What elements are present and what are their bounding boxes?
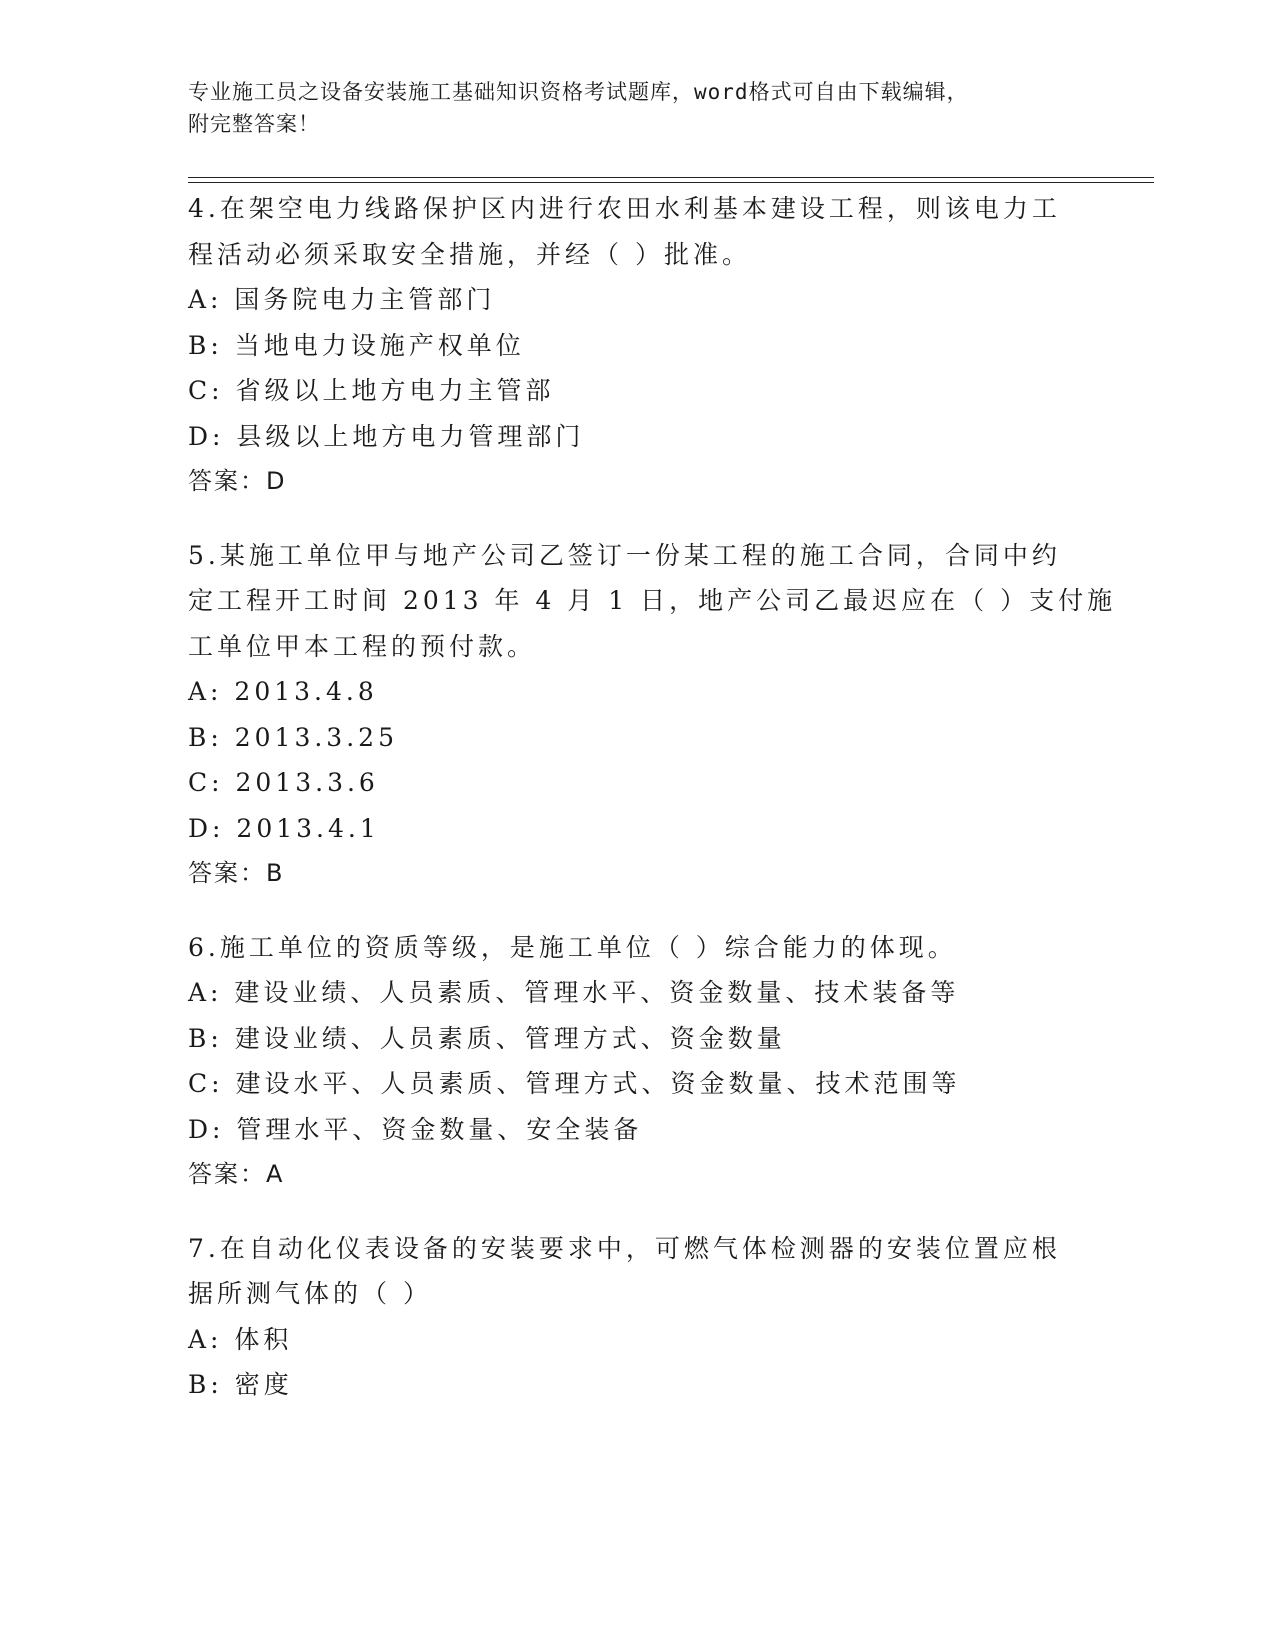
option-d: D: 2013.4.1 — [188, 813, 380, 843]
option-b: B: 建设业绩、人员素质、管理方式、资金数量 — [188, 1023, 786, 1053]
option-c: C: 2013.3.6 — [188, 768, 379, 797]
question-stem-line: 定工程开工时间 2013 年 4 月 1 日，地产公司乙最迟应在（ ）支付施 — [188, 586, 1117, 615]
question-4 — [188, 186, 1068, 505]
option-b: B: 2013.3.25 — [188, 722, 398, 752]
header-rule-bottom — [188, 182, 1154, 183]
option-c: C: 建设水平、人员素质、管理方式、资金数量、技术范围等 — [188, 1069, 961, 1098]
answer-label: 答案：D — [188, 467, 287, 495]
question-stem-line: 据所测气体的（ ） — [188, 1279, 432, 1308]
header-line-1: 专业施工员之设备安装施工基础知识资格考试题库，word格式可自由下载编辑， — [188, 80, 969, 104]
header-line-2: 附完整答案！ — [188, 112, 320, 136]
answer-label: 答案：B — [188, 859, 285, 887]
option-a: A: 建设业绩、人员素质、管理水平、资金数量、技术装备等 — [188, 978, 960, 1007]
question-stem-line: 工单位甲本工程的预付款。 — [188, 631, 537, 661]
option-d: D: 县级以上地方电力管理部门 — [188, 421, 585, 451]
option-b: B: 密度 — [188, 1370, 293, 1399]
question-6 — [188, 925, 1068, 1198]
header-rule-top — [188, 177, 1154, 178]
option-b: B: 当地电力设施产权单位 — [188, 330, 525, 360]
question-stem-line: 7.在自动化仪表设备的安装要求中，可燃气体检测器的安装位置应根 — [188, 1233, 1061, 1263]
option-a: A: 体积 — [188, 1324, 293, 1354]
option-c: C: 省级以上地方电力主管部 — [188, 376, 555, 405]
question-7 — [188, 1226, 1068, 1408]
question-stem-line: 程活动必须采取安全措施，并经（ ）批准。 — [188, 239, 751, 269]
question-stem-line: 4.在架空电力线路保护区内进行农田水利基本建设工程，则该电力工 — [188, 194, 1061, 223]
question-stem-line: 6.施工单位的资质等级，是施工单位（ ）综合能力的体现。 — [188, 932, 957, 962]
document-header — [188, 76, 1068, 140]
option-d: D: 管理水平、资金数量、安全装备 — [188, 1114, 643, 1144]
answer-label: 答案：A — [188, 1160, 285, 1188]
option-a: A: 2013.4.8 — [188, 677, 378, 706]
question-5 — [188, 533, 1117, 897]
question-list — [188, 186, 1117, 1436]
question-stem-line: 5.某施工单位甲与地产公司乙签订一份某工程的施工合同，合同中约 — [188, 540, 1061, 570]
option-a: A: 国务院电力主管部门 — [188, 285, 496, 314]
